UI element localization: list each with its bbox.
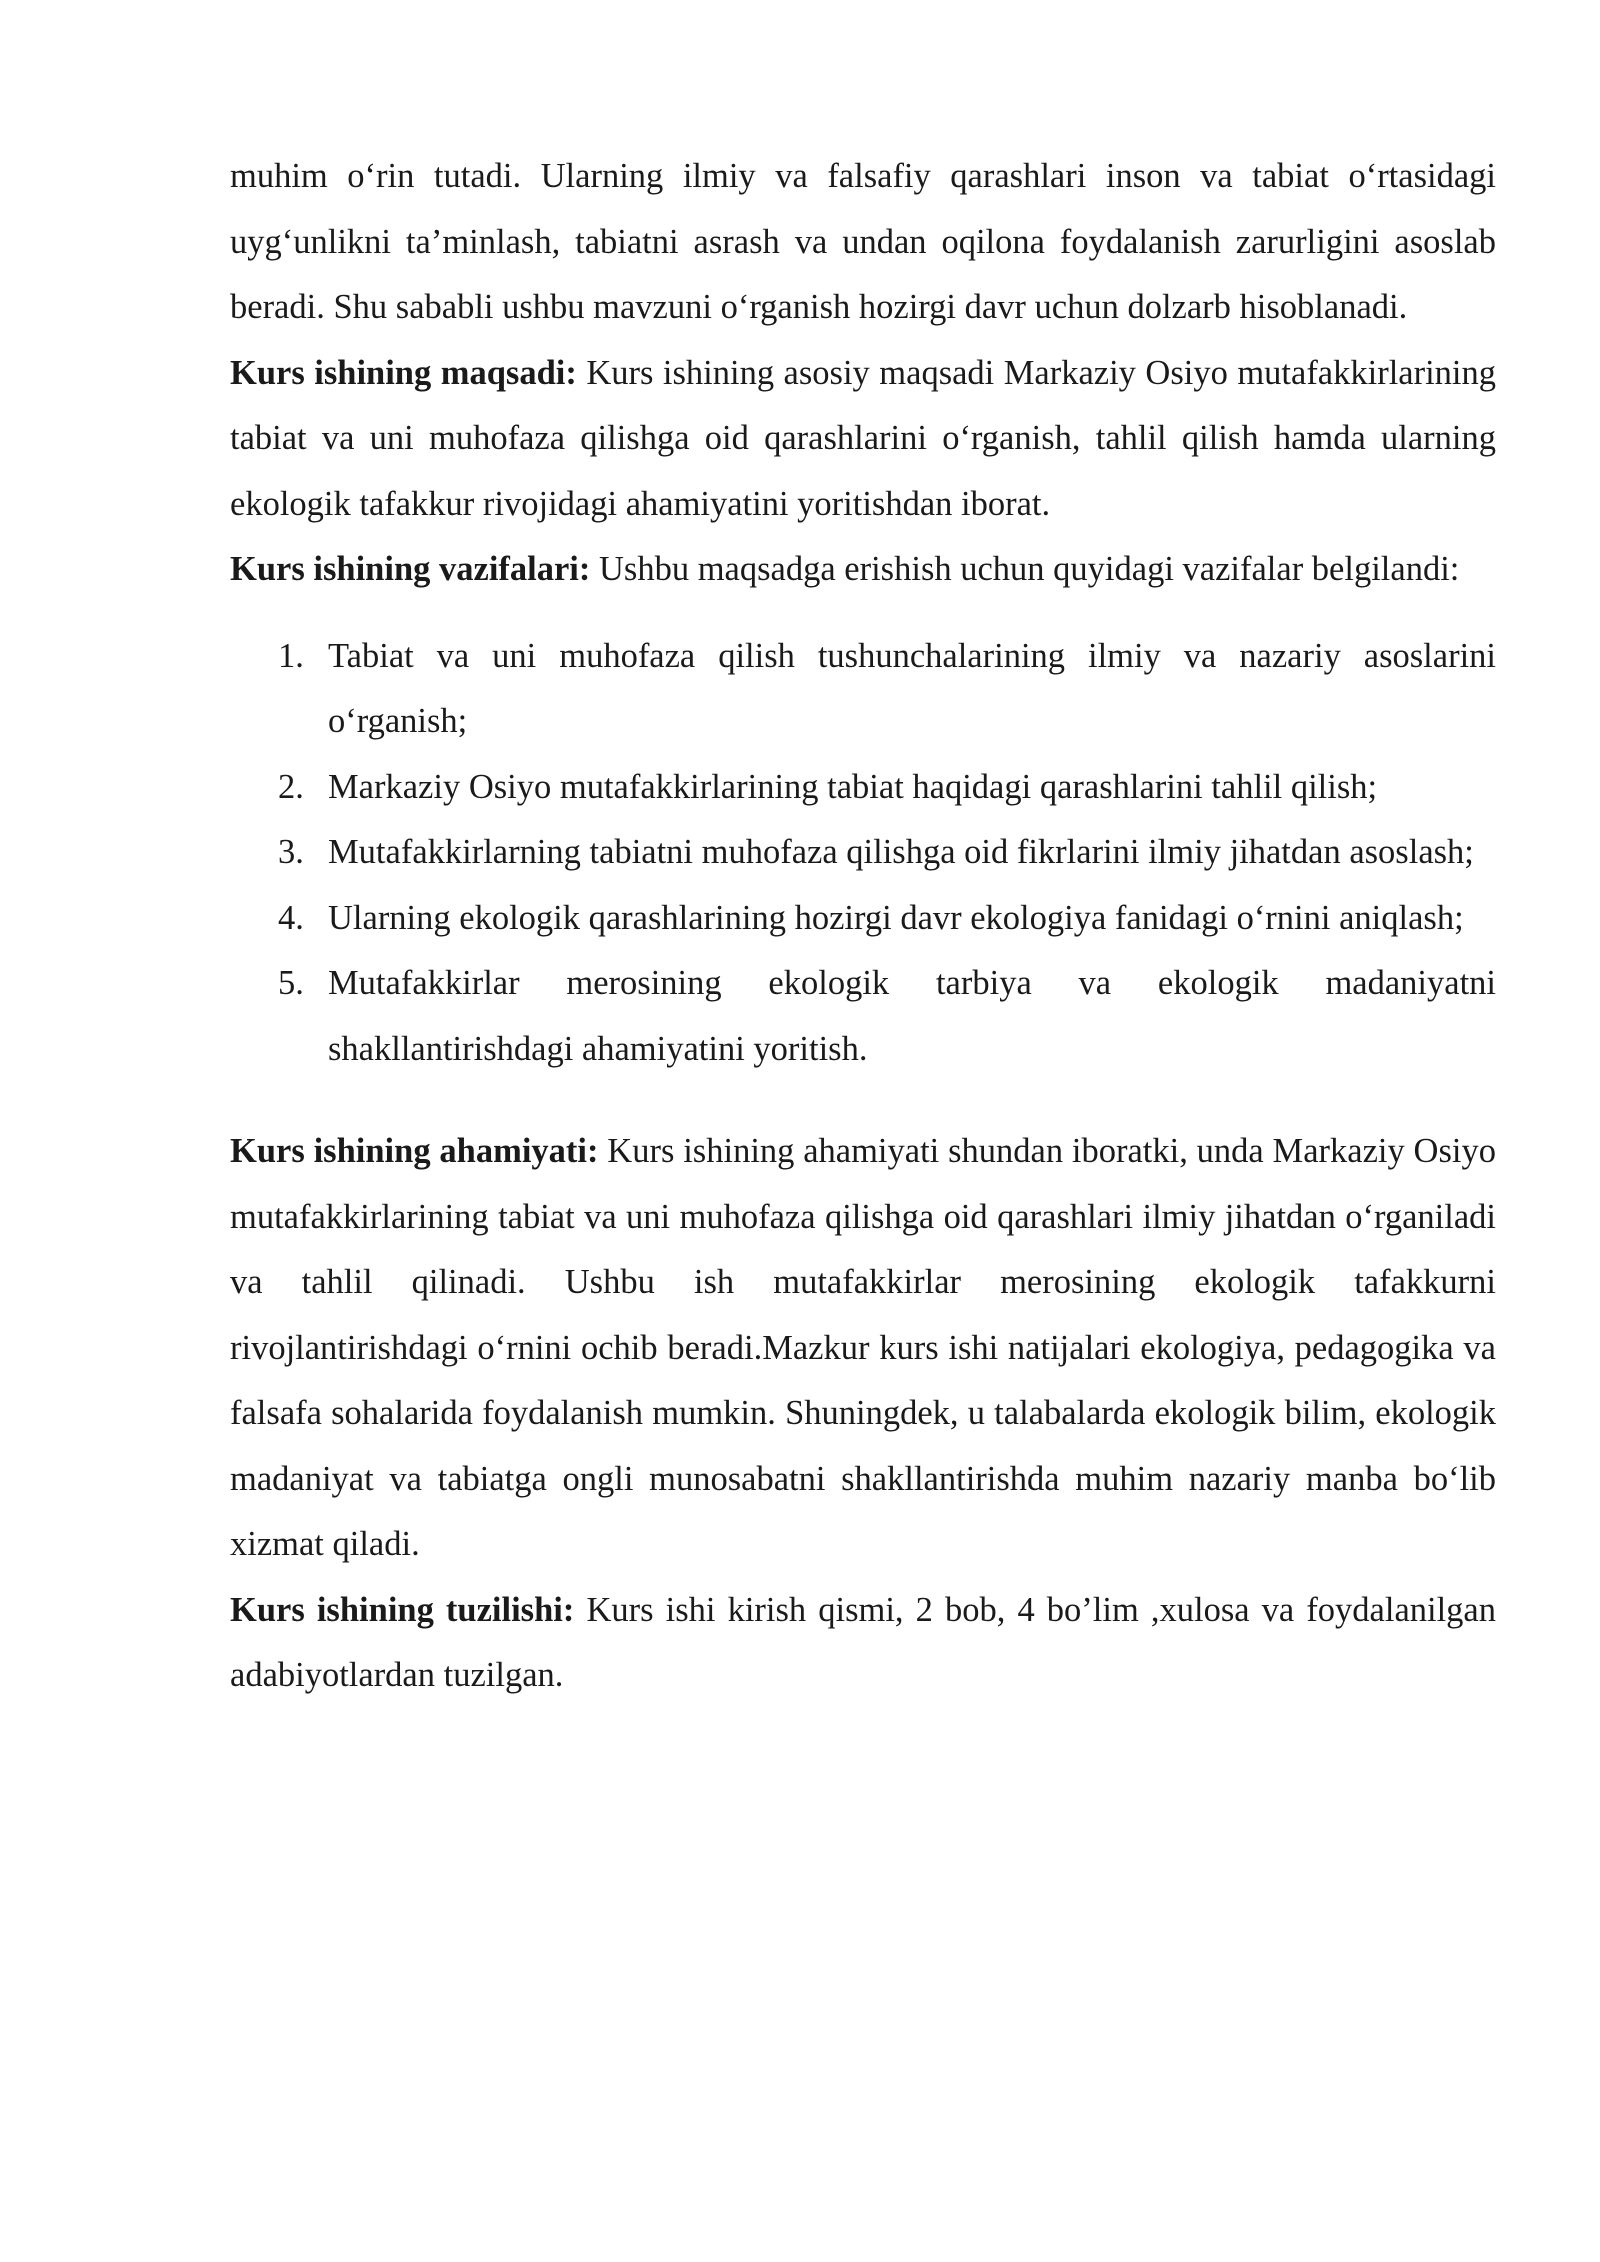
tuzilish-text: Kurs ishi kirish qismi, 2 bob, 4 bo’lim ,xulosa va foydalanilgan adabiyotlardan tuzilgan. bbox=[230, 1590, 1496, 1694]
list-item-number: 2. bbox=[278, 767, 304, 806]
list-item bbox=[230, 886, 1496, 952]
ahamiyat-paragraph bbox=[230, 1119, 1496, 1578]
list-item-number: 5. bbox=[278, 964, 304, 1002]
list-item-text: Tabiat va uni muhofaza qilish tushunchalarining ilmiy va nazariy asoslarini o‘rganish; bbox=[328, 636, 1496, 740]
document-page bbox=[230, 144, 1496, 1709]
maqsad-heading: Kurs ishining maqsadi: bbox=[230, 353, 577, 392]
list-item-text: Mutafakkirlarning tabiatni muhofaza qilishga oid fikrlarini ilmiy jihatdan asoslash; bbox=[328, 833, 1474, 871]
list-item bbox=[230, 820, 1496, 886]
list-item-text: Mutafakkirlar merosining ekologik tarbiya va ekologik madaniyatni shakllantirishdagi ahamiyatini yoritish. bbox=[328, 964, 1496, 1068]
maqsad-text: Kurs ishining asosiy maqsadi Markaziy Osiyo mutafakkirlarining tabiat va uni muhofaza qilishga oid qarashlarini o‘rganish, tahlil qilish hamda ularning ekologik tafakkur rivojidagi ahamiyatini yoritishdan iborat. bbox=[230, 353, 1496, 523]
vazifalar-text: Ushbu maqsadga erishish uchun quyidagi vazifalar belgilandi: bbox=[590, 550, 1460, 588]
list-item bbox=[230, 755, 1496, 821]
list-item-number: 3. bbox=[278, 833, 304, 871]
ahamiyat-heading: Kurs ishining ahamiyati: bbox=[230, 1132, 599, 1170]
vazifalar-list bbox=[230, 624, 1496, 1083]
tuzilish-paragraph bbox=[230, 1578, 1496, 1709]
list-item-number: 4. bbox=[278, 898, 304, 937]
maqsad-paragraph bbox=[230, 341, 1496, 538]
intro-text: muhim o‘rin tutadi. Ularning ilmiy va falsafiy qarashlari inson va tabiat o‘rtasidagi uyg‘unlikni ta’minlash, tabiatni asrash va undan oqilona foydalanish zarurligini asoslab beradi. Shu sababli ushbu mavzuni o‘rganish hozirgi davr uchun dolzarb hisoblanadi. bbox=[230, 157, 1496, 326]
list-item-text: Markaziy Osiyo mutafakkirlarining tabiat haqidagi qarashlarini tahlil qilish; bbox=[328, 767, 1378, 806]
list-item bbox=[230, 951, 1496, 1082]
tuzilish-heading: Kurs ishining tuzilishi: bbox=[230, 1590, 575, 1629]
intro-paragraph bbox=[230, 144, 1496, 341]
list-item bbox=[230, 624, 1496, 755]
list-item-number: 1. bbox=[278, 636, 304, 675]
vazifalar-heading: Kurs ishining vazifalari: bbox=[230, 550, 591, 588]
list-item-text: Ularning ekologik qarashlarining hozirgi davr ekologiya fanidagi o‘rnini aniqlash; bbox=[328, 898, 1464, 937]
vazifalar-paragraph bbox=[230, 537, 1496, 603]
ahamiyat-text: Kurs ishining ahamiyati shundan iboratki, unda Markaziy Osiyo mutafakkirlarining tabiat va uni muhofaza qilishga oid qarashlari ilmiy jihatdan o‘rganiladi va tahlil qilinadi. Ushbu ish mutafakkirlar merosining ekologik tafakkurni rivojlantirishdagi o‘rnini ochib beradi.Mazkur kurs ishi natijalari ekologiya, pedagogika va falsafa sohalarida foydalanish mumkin. Shuningdek, u talabalarda ekologik bilim, ekologik madaniyat va tabiatga ongli munosabatni shakllantirishda muhim nazariy manba bo‘lib xizmat qiladi. bbox=[230, 1132, 1496, 1563]
